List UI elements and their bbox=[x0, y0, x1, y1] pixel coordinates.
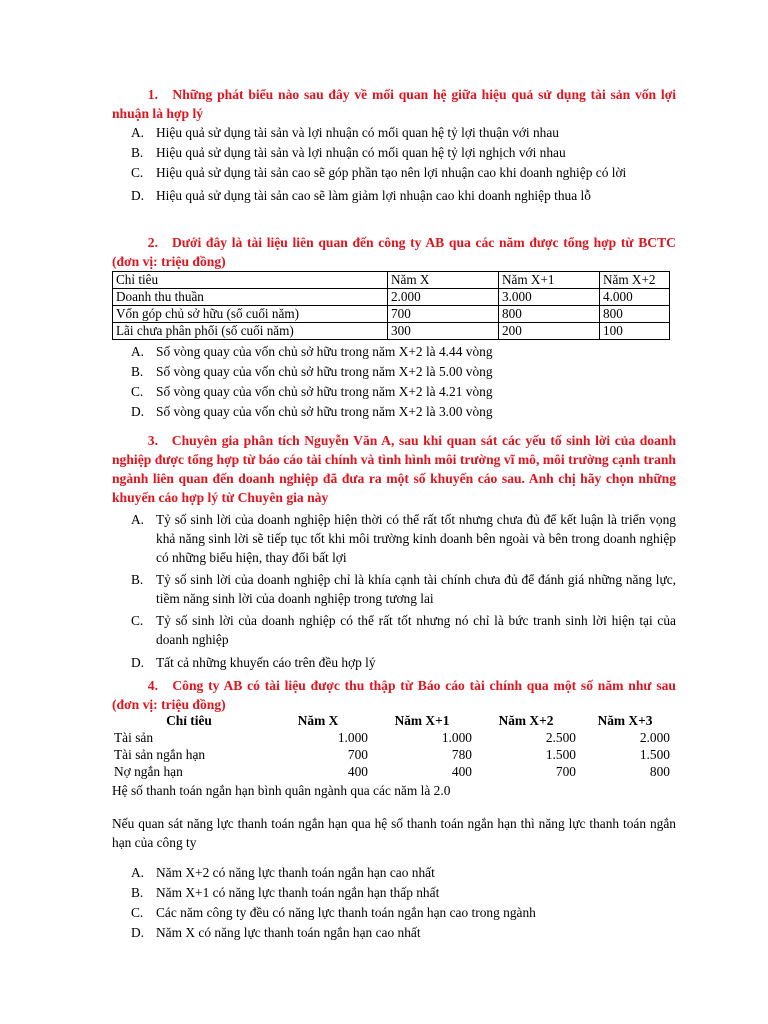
table-row bbox=[113, 323, 670, 340]
table-cell: 2.500 bbox=[545, 730, 576, 745]
table-row bbox=[112, 729, 672, 746]
table-cell: 1.000 bbox=[337, 730, 368, 745]
table-cell: 400 bbox=[347, 764, 368, 779]
table-row bbox=[113, 306, 670, 323]
question-3-number: 3. bbox=[147, 433, 158, 448]
table-header-cell: Năm X+2 bbox=[600, 272, 670, 289]
option[interactable]: C. Số vòng quay của vốn chủ sở hữu trong năm X+2 là 4.21 vòng bbox=[131, 384, 493, 399]
question-3-title bbox=[112, 431, 676, 507]
table-cell: 2.000 bbox=[388, 289, 499, 306]
table-cell: 1.500 bbox=[545, 747, 576, 762]
option[interactable]: D. Số vòng quay của vốn chủ sở hữu trong năm X+2 là 3.00 vòng bbox=[131, 404, 493, 419]
question-2-table bbox=[112, 271, 670, 340]
table-header-cell: Năm X+1 bbox=[499, 272, 600, 289]
question-3-text: Chuyên gia phân tích Nguyễn Văn A, sau khi quan sát các yếu tố sinh lời của doanh nghiệp được tổng hợp từ báo cáo tài chính và tình hình môi trường vĩ mô, môi trường cạnh tranh ngành liên quan đến doanh nghiệp đã đưa ra một số khuyến cáo sau. Anh chị hãy chọn những khuyến cáo hợp lý từ Chuyên gia này bbox=[112, 433, 677, 505]
question-3-options bbox=[131, 510, 676, 672]
option[interactable]: B. Số vòng quay của vốn chủ sở hữu trong năm X+2 là 5.00 vòng bbox=[131, 364, 493, 379]
table-cell: 400 bbox=[451, 764, 472, 779]
question-4-options bbox=[131, 864, 676, 941]
table-cell: 700 bbox=[347, 747, 368, 762]
table-row bbox=[112, 763, 672, 780]
table-header-cell: Chỉ tiêu bbox=[166, 713, 212, 728]
question-1-title bbox=[112, 85, 676, 123]
option[interactable]: A. Tỷ số sinh lời của doanh nghiệp hiện thời có thể rất tốt nhưng chưa đủ để kết luận là triển vọng khả năng sinh lời sẽ tiếp tục tốt khi môi trường kinh doanh bên ngoài và bên trong doanh nghiệp có những biểu hiện, thay đổi bất lợi bbox=[131, 512, 676, 565]
table-cell: 1.000 bbox=[441, 730, 472, 745]
table-cell: Nợ ngắn hạn bbox=[114, 764, 183, 779]
table-cell: Tài sản ngắn hạn bbox=[114, 747, 206, 762]
table-header-row bbox=[112, 712, 672, 729]
option[interactable]: A. Năm X+2 có năng lực thanh toán ngắn hạn cao nhất bbox=[131, 865, 435, 880]
table-header-cell: Chỉ tiêu bbox=[113, 272, 388, 289]
table-cell: Lãi chưa phân phối (số cuối năm) bbox=[113, 323, 388, 340]
table-cell: 100 bbox=[600, 323, 670, 340]
option[interactable]: D. Tất cả những khuyến cáo trên đều hợp lý bbox=[131, 655, 376, 670]
option[interactable]: A. Số vòng quay của vốn chủ sở hữu trong năm X+2 là 4.44 vòng bbox=[131, 344, 493, 359]
table-cell: Tài sản bbox=[114, 730, 154, 745]
table-header-cell: Năm X bbox=[388, 272, 499, 289]
option[interactable]: B. Tỷ số sinh lời của doanh nghiệp chỉ là khía cạnh tài chính chưa đủ để đánh giá những năng lực, tiềm năng sinh lời của doanh nghiệp trong tương lai bbox=[131, 572, 676, 606]
table-header-cell: Năm X bbox=[297, 713, 339, 728]
question-2-number: 2. bbox=[147, 235, 158, 250]
option[interactable]: B. Năm X+1 có năng lực thanh toán ngắn hạn thấp nhất bbox=[131, 885, 440, 900]
table-cell: 1.500 bbox=[639, 747, 670, 762]
table-cell: 800 bbox=[649, 764, 670, 779]
option[interactable]: C. Tỷ số sinh lời của doanh nghiệp có thể rất tốt nhưng nó chỉ là bức tranh sinh lời hiện tại của doanh nghiệp bbox=[131, 613, 676, 647]
table-cell: 4.000 bbox=[600, 289, 670, 306]
question-4-title bbox=[112, 676, 676, 714]
table-cell: 800 bbox=[499, 306, 600, 323]
question-2-options bbox=[131, 343, 676, 420]
question-4-number: 4. bbox=[147, 678, 158, 693]
table-cell: 780 bbox=[451, 747, 472, 762]
table-cell: 800 bbox=[600, 306, 670, 323]
table-header-cell: Năm X+3 bbox=[597, 713, 653, 728]
question-4-note: Hệ số thanh toán ngắn hạn bình quân ngành qua các năm là 2.0 bbox=[112, 783, 451, 798]
question-2-text: Dưới đây là tài liệu liên quan đến công ty AB qua các năm được tổng hợp từ BCTC (đơn vị: triệu đồng) bbox=[112, 235, 677, 269]
option[interactable]: D. Năm X có năng lực thanh toán ngắn hạn cao nhất bbox=[131, 925, 421, 940]
option[interactable]: C. Các năm công ty đều có năng lực thanh toán ngắn hạn cao trong ngành bbox=[131, 905, 536, 920]
question-4-text: Công ty AB có tài liệu được thu thập từ Báo cáo tài chính qua một số năm như sau (đơn vị: triệu đồng) bbox=[112, 678, 676, 712]
table-cell: 300 bbox=[388, 323, 499, 340]
option[interactable]: B. Hiệu quả sử dụng tài sản và lợi nhuận có mối quan hệ tỷ lợi nghịch với nhau bbox=[131, 145, 566, 160]
question-4-table bbox=[112, 712, 672, 780]
option[interactable]: C. Hiệu quả sử dụng tài sản cao sẽ góp phần tạo nên lợi nhuận cao khi doanh nghiệp có lời bbox=[131, 165, 627, 180]
table-cell: 200 bbox=[499, 323, 600, 340]
table-header-cell: Năm X+1 bbox=[394, 713, 450, 728]
question-4-question: Nếu quan sát năng lực thanh toán ngắn hạn qua hệ số thanh toán ngắn hạn thì năng lực thanh toán ngắn hạn của công ty bbox=[112, 816, 676, 850]
table-cell: Vốn góp chủ sở hữu (số cuối năm) bbox=[113, 306, 388, 323]
question-2-title bbox=[112, 233, 676, 271]
table-cell: 2.000 bbox=[639, 730, 670, 745]
question-1-options bbox=[131, 124, 676, 204]
table-cell: 3.000 bbox=[499, 289, 600, 306]
table-cell: 700 bbox=[555, 764, 576, 779]
table-row bbox=[113, 289, 670, 306]
table-cell: Doanh thu thuần bbox=[113, 289, 388, 306]
table-row bbox=[112, 746, 672, 763]
option[interactable]: D. Hiệu quả sử dụng tài sản cao sẽ làm giảm lợi nhuận cao khi doanh nghiệp thua lỗ bbox=[131, 188, 591, 203]
question-1-text: Những phát biểu nào sau đây về mối quan hệ giữa hiệu quả sử dụng tài sản vốn lợi nhuận là hợp lý bbox=[112, 87, 676, 121]
option[interactable]: A. Hiệu quả sử dụng tài sản và lợi nhuận có mối quan hệ tỷ lợi thuận với nhau bbox=[131, 125, 559, 140]
table-header-row bbox=[113, 272, 670, 289]
question-1-number: 1. bbox=[147, 87, 158, 102]
table-header-cell: Năm X+2 bbox=[498, 713, 554, 728]
table-cell: 700 bbox=[388, 306, 499, 323]
